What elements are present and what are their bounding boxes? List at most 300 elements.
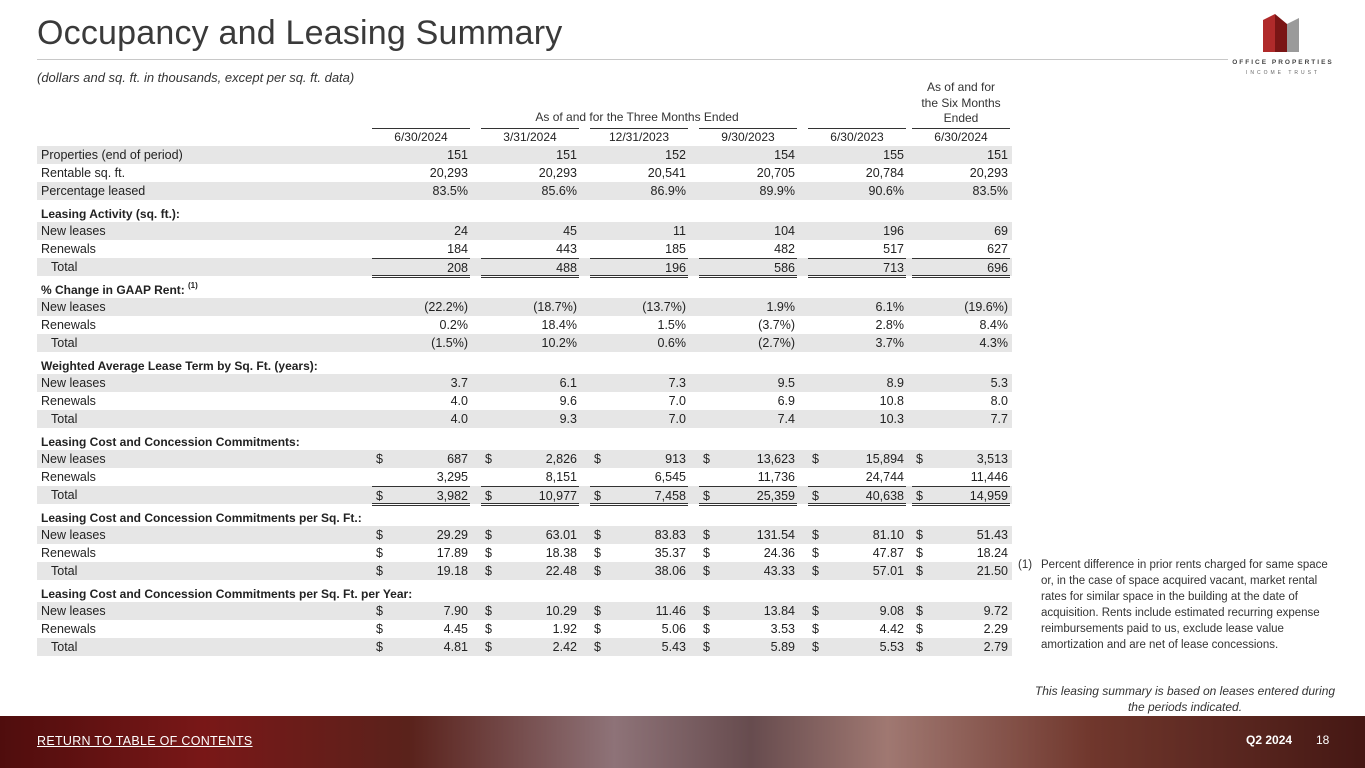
table-cell [699, 392, 797, 410]
table-row [37, 334, 1012, 352]
units-note: (dollars and sq. ft. in thousands, except per sq. ft. data) [37, 70, 355, 85]
currency-symbol: $ [594, 604, 601, 618]
table-cell [808, 392, 906, 410]
cell-value: 3,513 [976, 452, 1008, 466]
cell-value: 713 [883, 261, 904, 275]
page-title: Occupancy and Leasing Summary [37, 14, 563, 52]
table-row [37, 450, 1012, 468]
section-header-label: Leasing Activity (sq. ft.): [41, 207, 180, 221]
footnote-text: Percent difference in prior rents charged for same space or, in the case of space acquired vacant, market rental rates for similar space in the building at the date of acquisition. Rents include estimated recurring expense reimbursements paid to us, exclude lease value amortization and are net of lease concessions. [1041, 559, 1328, 651]
table-cell [808, 486, 906, 506]
table-cell [590, 562, 688, 580]
row-label: Renewals [41, 242, 96, 256]
currency-symbol: $ [703, 546, 710, 560]
company-logo [1228, 14, 1338, 76]
cell-value: 10.2% [541, 336, 577, 350]
table-cell [481, 468, 579, 487]
currency-symbol: $ [916, 604, 923, 618]
table-row [37, 620, 1012, 638]
table-cell [372, 258, 470, 278]
table-cell [808, 146, 906, 164]
table-cell [590, 392, 688, 410]
cell-value: 5.89 [770, 640, 795, 654]
cell-value: 482 [774, 242, 795, 256]
cell-value: 2,826 [545, 452, 577, 466]
table-cell [481, 164, 579, 182]
currency-symbol: $ [485, 564, 492, 578]
header-six-months-line: As of and for [926, 80, 996, 94]
row-label: Percentage leased [41, 184, 146, 198]
cell-value: 627 [987, 242, 1008, 256]
table-cell [481, 638, 579, 656]
currency-symbol: $ [594, 622, 601, 636]
cell-value: 1.5% [657, 318, 686, 332]
currency-symbol: $ [485, 546, 492, 560]
cell-value: 2.8% [875, 318, 904, 332]
table-cell [912, 240, 1010, 259]
currency-symbol: $ [594, 564, 601, 578]
cell-value: 151 [987, 148, 1008, 162]
table-cell [372, 374, 470, 392]
table-cell [808, 316, 906, 334]
currency-symbol: $ [703, 452, 710, 466]
table-cell [912, 602, 1010, 620]
cell-value: 3.53 [770, 622, 795, 636]
logo-text-line1: OFFICE PROPERTIES [1232, 59, 1334, 66]
cell-value: 185 [665, 242, 686, 256]
table-cell [808, 334, 906, 352]
section-header-row [37, 504, 1012, 526]
title-divider [37, 59, 1228, 60]
cell-value: 6,545 [654, 470, 686, 484]
table-cell [372, 146, 470, 164]
cell-value: 151 [447, 148, 468, 162]
cell-value: 696 [987, 261, 1008, 275]
cell-value: 4.42 [879, 622, 904, 636]
cell-value: (18.7%) [533, 300, 577, 314]
row-label: New leases [41, 452, 106, 466]
section-header-row [37, 580, 1012, 602]
table-cell [699, 298, 797, 316]
table-cell [590, 164, 688, 182]
currency-symbol: $ [594, 528, 601, 542]
table-cell [699, 146, 797, 164]
table-cell [912, 258, 1010, 278]
table-cell [590, 544, 688, 562]
table-cell [481, 240, 579, 259]
table-cell [481, 222, 579, 240]
table-cell [590, 486, 688, 506]
quarter-label: Q2 2024 [1246, 733, 1293, 747]
cell-value: 17.89 [436, 546, 468, 560]
cell-value: 51.43 [976, 528, 1008, 542]
leasing-summary-note: This leasing summary is based on leases entered during the periods indicated. [1034, 684, 1336, 714]
table-cell [481, 410, 579, 428]
cell-value: 18.4% [541, 318, 577, 332]
table-cell [912, 620, 1010, 638]
table-cell [808, 258, 906, 278]
table-row [37, 544, 1012, 562]
table-cell [481, 486, 579, 506]
cell-value: 20,293 [538, 166, 577, 180]
table-row [37, 562, 1012, 580]
currency-symbol: $ [812, 564, 819, 578]
table-cell [699, 544, 797, 562]
cell-value: 1.9% [766, 300, 795, 314]
cell-value: 7.3 [668, 376, 686, 390]
table-cell [808, 562, 906, 580]
cell-value: 4.45 [443, 622, 468, 636]
cell-value: 517 [883, 242, 904, 256]
cell-value: 4.0 [450, 412, 468, 426]
cell-value: 86.9% [650, 184, 686, 198]
table-cell [912, 638, 1010, 656]
cell-value: 9.6 [559, 394, 577, 408]
cell-value: 11.46 [655, 604, 686, 618]
table-cell [372, 316, 470, 334]
cell-value: 8.9 [886, 376, 904, 390]
currency-symbol: $ [485, 452, 492, 466]
table-cell [481, 334, 579, 352]
cell-value: 89.9% [759, 184, 795, 198]
table-cell [912, 562, 1010, 580]
currency-symbol: $ [594, 489, 601, 503]
table-row [37, 298, 1012, 316]
row-label: Renewals [41, 394, 96, 408]
table-cell [699, 620, 797, 638]
table-cell [372, 334, 470, 352]
cell-value: 3.7% [875, 336, 904, 350]
cell-value: 7.0 [668, 394, 686, 408]
table-row [37, 164, 1012, 182]
table-row [37, 486, 1012, 504]
table-cell [699, 468, 797, 487]
table-cell [481, 526, 579, 544]
table-cell [481, 602, 579, 620]
currency-symbol: $ [916, 528, 923, 542]
cell-value: 35.37 [654, 546, 686, 560]
table-cell [372, 486, 470, 506]
row-label: Renewals [41, 318, 96, 332]
currency-symbol: $ [376, 622, 383, 636]
currency-symbol: $ [376, 528, 383, 542]
table-cell [372, 562, 470, 580]
currency-symbol: $ [376, 604, 383, 618]
table-cell [699, 562, 797, 580]
cell-value: 29.29 [436, 528, 468, 542]
cell-value: 19.18 [436, 564, 468, 578]
table-cell [912, 164, 1010, 182]
header-six-months-line: the Six Months [921, 95, 1001, 110]
cell-value: 2.79 [983, 640, 1008, 654]
cell-value: 83.83 [654, 528, 686, 542]
table-cell [808, 410, 906, 428]
currency-symbol: $ [594, 452, 601, 466]
cell-value: 184 [447, 242, 468, 256]
cell-value: 8.0 [990, 394, 1008, 408]
cell-value: 57.01 [872, 564, 904, 578]
row-label: Total [51, 412, 78, 426]
table-cell [699, 486, 797, 506]
section-header-label: Leasing Cost and Concession Commitments per Sq. Ft.: [41, 511, 362, 525]
cell-value: (19.6%) [964, 300, 1008, 314]
table-cell [699, 222, 797, 240]
table-cell [372, 164, 470, 182]
table-cell [912, 334, 1010, 352]
table-cell [481, 450, 579, 468]
currency-symbol: $ [485, 489, 492, 503]
currency-symbol: $ [703, 604, 710, 618]
table-cell [808, 164, 906, 182]
table-cell [481, 392, 579, 410]
column-header: 6/30/2024 [372, 128, 470, 147]
row-label: New leases [41, 376, 106, 390]
cell-value: 9.72 [983, 604, 1008, 618]
column-headers [372, 128, 1012, 146]
header-six-months [912, 80, 1010, 127]
section-header-row [37, 428, 1012, 450]
table-cell [699, 374, 797, 392]
table-cell [590, 316, 688, 334]
row-label: Total [51, 488, 78, 502]
currency-symbol: $ [916, 546, 923, 560]
currency-symbol: $ [916, 564, 923, 578]
currency-symbol: $ [703, 622, 710, 636]
cell-value: 4.0 [450, 394, 468, 408]
cell-value: 5.43 [661, 640, 686, 654]
currency-symbol: $ [812, 528, 819, 542]
table-cell [481, 316, 579, 334]
cell-value: 2.29 [983, 622, 1008, 636]
row-label: Total [51, 260, 78, 274]
table-cell [590, 526, 688, 544]
row-label: Rentable sq. ft. [41, 166, 126, 180]
table-cell [808, 240, 906, 259]
cell-value: 151 [556, 148, 577, 162]
table-cell [590, 620, 688, 638]
currency-symbol: $ [485, 640, 492, 654]
table-cell [590, 258, 688, 278]
table-cell [912, 392, 1010, 410]
cell-value: 4.81 [443, 640, 468, 654]
cell-value: 13,623 [756, 452, 795, 466]
table-row [37, 316, 1012, 334]
table-cell [590, 468, 688, 487]
table-row [37, 410, 1012, 428]
table-cell [590, 222, 688, 240]
table-cell [808, 450, 906, 468]
currency-symbol: $ [812, 489, 819, 503]
table-cell [372, 392, 470, 410]
cell-value: 6.1 [559, 376, 577, 390]
table-cell [912, 468, 1010, 487]
section-header-row [37, 276, 1012, 298]
table-cell [699, 602, 797, 620]
cell-value: 43.33 [763, 564, 795, 578]
cell-value: 3.7 [450, 376, 468, 390]
table-cell [912, 298, 1010, 316]
page-number: 18 [1316, 733, 1330, 747]
table-cell [481, 182, 579, 200]
table-cell [372, 468, 470, 487]
column-header: 6/30/2023 [808, 128, 906, 147]
cell-value: 9.5 [777, 376, 795, 390]
cell-value: 14,959 [969, 489, 1008, 503]
table-row [37, 146, 1012, 164]
footnote-marker: (1) [1018, 559, 1033, 571]
header-six-months-line: Ended [943, 111, 979, 125]
cell-value: 5.3 [990, 376, 1008, 390]
table-cell [372, 544, 470, 562]
cell-value: 45 [563, 224, 577, 238]
table-cell [912, 450, 1010, 468]
table-cell [808, 638, 906, 656]
cell-value: 83.5% [972, 184, 1008, 198]
column-header: 6/30/2024 [912, 128, 1010, 147]
table-cell [808, 620, 906, 638]
table-row [37, 526, 1012, 544]
cell-value: 25,359 [756, 489, 795, 503]
cell-value: 154 [774, 148, 795, 162]
currency-symbol: $ [376, 489, 383, 503]
table-cell [590, 298, 688, 316]
cell-value: 24,744 [865, 470, 904, 484]
cell-value: 196 [883, 224, 904, 238]
table-cell [912, 146, 1010, 164]
table-cell [372, 298, 470, 316]
cell-value: (1.5%) [431, 336, 468, 350]
currency-symbol: $ [703, 489, 710, 503]
cell-value: 1.92 [552, 622, 577, 636]
header-three-months: As of and for the Three Months Ended [535, 110, 739, 124]
cell-value: 6.9 [777, 394, 795, 408]
cell-value: 7.0 [668, 412, 686, 426]
table-cell [699, 638, 797, 656]
section-header-label: % Change in GAAP Rent: [41, 283, 185, 297]
currency-symbol: $ [812, 546, 819, 560]
cell-value: 152 [665, 148, 686, 162]
table-cell [699, 164, 797, 182]
cell-value: 69 [994, 224, 1008, 238]
cell-value: 85.6% [541, 184, 577, 198]
currency-symbol: $ [812, 622, 819, 636]
table-cell [808, 182, 906, 200]
cell-value: 687 [447, 452, 468, 466]
column-header: 12/31/2023 [590, 128, 688, 147]
table-cell [481, 146, 579, 164]
table-cell [699, 334, 797, 352]
row-label: Total [51, 564, 78, 578]
table-cell [808, 298, 906, 316]
leasing-summary-table [37, 146, 1012, 656]
table-row [37, 222, 1012, 240]
table-row [37, 240, 1012, 258]
table-cell [372, 240, 470, 259]
cell-value: (13.7%) [642, 300, 686, 314]
cell-value: (22.2%) [424, 300, 468, 314]
cell-value: 10,977 [538, 489, 577, 503]
table-cell [372, 182, 470, 200]
table-cell [372, 602, 470, 620]
row-label: New leases [41, 224, 106, 238]
section-header-row [37, 200, 1012, 222]
cell-value: 38.06 [654, 564, 686, 578]
logo-text-line2: INCOME TRUST [1246, 70, 1320, 76]
cell-value: 488 [556, 261, 577, 275]
return-to-contents-link[interactable]: RETURN TO TABLE OF CONTENTS [37, 734, 253, 748]
cell-value: 196 [665, 261, 686, 275]
currency-symbol: $ [812, 452, 819, 466]
table-cell [481, 374, 579, 392]
table-cell [912, 526, 1010, 544]
currency-symbol: $ [376, 640, 383, 654]
table-cell [912, 544, 1010, 562]
cell-value: 11,736 [757, 470, 795, 484]
row-label: Properties (end of period) [41, 148, 183, 162]
table-cell [481, 258, 579, 278]
cell-value: 2.42 [552, 640, 577, 654]
cell-value: 83.5% [432, 184, 468, 198]
table-cell [808, 374, 906, 392]
cell-value: 11,446 [970, 470, 1008, 484]
currency-symbol: $ [594, 640, 601, 654]
cell-value: 7.4 [777, 412, 795, 426]
row-label: New leases [41, 604, 106, 618]
cell-value: 3,295 [436, 470, 468, 484]
table-cell [912, 486, 1010, 506]
table-cell [590, 450, 688, 468]
table-cell [699, 410, 797, 428]
cell-value: 8.4% [979, 318, 1008, 332]
table-cell [808, 544, 906, 562]
column-header: 3/31/2024 [481, 128, 579, 147]
row-label: Renewals [41, 546, 96, 560]
table-cell [699, 182, 797, 200]
cell-value: 13.84 [763, 604, 795, 618]
table-cell [372, 620, 470, 638]
cell-value: 47.87 [872, 546, 904, 560]
row-label: Renewals [41, 622, 96, 636]
table-row [37, 468, 1012, 486]
table-cell [699, 258, 797, 278]
cell-value: 11 [673, 224, 686, 238]
currency-symbol: $ [812, 640, 819, 654]
table-row [37, 374, 1012, 392]
row-label: Total [51, 640, 78, 654]
table-cell [590, 334, 688, 352]
table-row [37, 602, 1012, 620]
cell-value: 63.01 [545, 528, 577, 542]
table-cell [912, 182, 1010, 200]
currency-symbol: $ [916, 452, 923, 466]
currency-symbol: $ [916, 622, 923, 636]
cell-value: (2.7%) [758, 336, 795, 350]
cell-value: 10.29 [545, 604, 577, 618]
table-cell [590, 374, 688, 392]
cell-value: 10.8 [879, 394, 904, 408]
cell-value: 90.6% [868, 184, 904, 198]
cell-value: 22.48 [545, 564, 577, 578]
cell-value: 131.54 [756, 528, 795, 542]
table-cell [372, 410, 470, 428]
table-cell [372, 450, 470, 468]
currency-symbol: $ [485, 604, 492, 618]
cell-value: 24.36 [763, 546, 795, 560]
currency-symbol: $ [703, 528, 710, 542]
table-cell [590, 240, 688, 259]
currency-symbol: $ [594, 546, 601, 560]
table-cell [912, 316, 1010, 334]
